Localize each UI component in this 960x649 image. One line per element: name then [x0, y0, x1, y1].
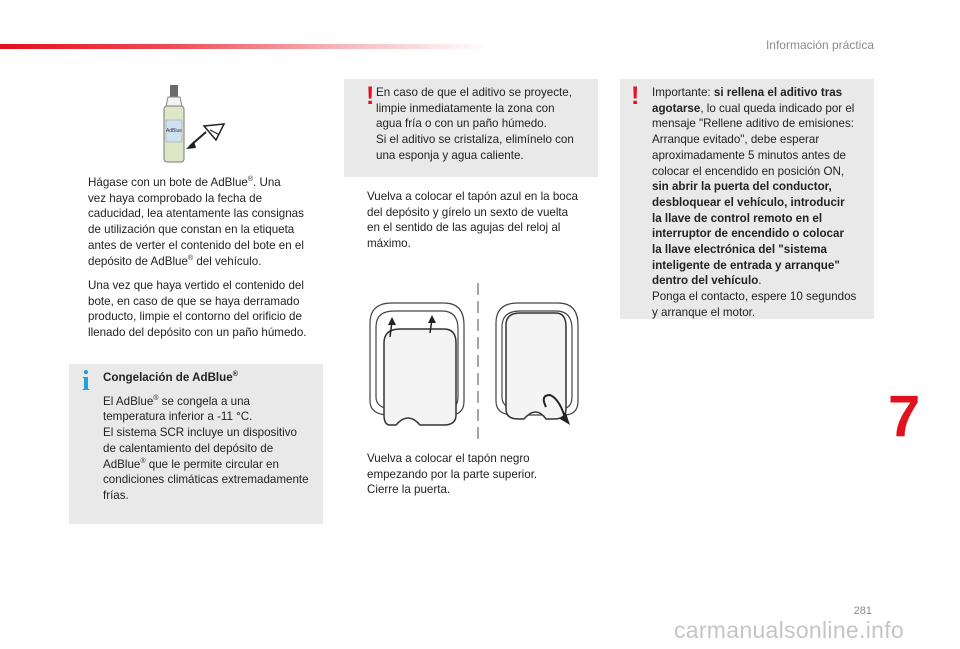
text-line: colocar el encendido en posición ON, [652, 164, 845, 178]
text-line: que le permite circular en [145, 457, 279, 471]
info-box-title: Congelación de AdBlue [103, 371, 233, 384]
text-line: depósito de AdBlue [88, 254, 188, 268]
registered-mark: ® [247, 176, 254, 184]
text-line: empezando por la parte superior. [367, 467, 538, 481]
text-line-bold: dentro del vehículo [652, 274, 759, 288]
bullet-refit-black-cap [349, 451, 594, 482]
text-line-bold: agotarse [652, 101, 701, 115]
bullet-refit-blue-cap [349, 189, 594, 252]
text-line: de calentamiento del depósito de [103, 441, 274, 455]
text-line: en el sentido de las agujas del reloj al [367, 221, 561, 235]
text-line: y arranque el motor. [652, 305, 756, 319]
warning-box-text [358, 82, 596, 164]
text-line: El sistema SCR incluye un dispositivo [103, 426, 297, 440]
text-line: limpie inmediatamente la zona con [376, 101, 555, 115]
text-line: caducidad, lea atentamente las consignas [88, 207, 304, 221]
text-line: . [758, 274, 762, 288]
text-line: Arranque evitado", debe esperar [652, 133, 820, 147]
text-line: condiciones climáticas extremadamente [103, 473, 309, 487]
text-line: Vuelva a colocar el tapón azul en la boca [367, 190, 578, 203]
text-line-bold: interruptor de encendido o colocar [652, 227, 844, 241]
text-line: del depósito y gírelo un sexto de vuelta [367, 205, 569, 219]
text-line: vez haya comprobado la fecha de [88, 191, 263, 205]
text-line: En caso de que el aditivo se proyecte, [376, 86, 572, 99]
text-line: AdBlue [103, 457, 141, 471]
text-line: frías. [103, 488, 129, 502]
section-title: Información práctica [765, 38, 874, 52]
bullet-close-door [349, 482, 594, 498]
page-number: 281 [853, 605, 872, 617]
svg-text:AdBlue: AdBlue [165, 128, 183, 134]
text-line: una esponja y agua caliente. [376, 148, 524, 162]
text-line: aproximadamente 5 minutos antes de [652, 148, 846, 162]
text-line-bold: si rellena el aditivo tras [713, 86, 843, 99]
text-line: producto, limpie el contorno del orificio de [88, 310, 302, 324]
chapter-number: 7 [888, 384, 921, 449]
header-accent-bar [0, 44, 490, 49]
warning-box-text [634, 85, 872, 321]
text-line: mensaje "Rellene aditivo de emisiones: [652, 117, 854, 131]
info-box-text [85, 370, 321, 504]
text-line: máximo. [367, 237, 411, 251]
text-line: del vehículo. [193, 254, 262, 268]
text-line: Una vez que haya vertido el contenido del [88, 279, 304, 292]
text-line: temperatura inferior a -11 °C. [103, 410, 253, 424]
filler-flap-illustration [360, 283, 585, 445]
registered-mark: ® [187, 254, 194, 262]
info-icon: i [82, 366, 90, 397]
text-line: Importante: [652, 86, 714, 99]
text-line: , lo cual queda indicado por el [700, 101, 855, 115]
text-line: Hágase con un bote de AdBlue [88, 176, 248, 189]
text-line: Si el aditivo se cristaliza, elimínelo con [376, 133, 574, 147]
warning-icon: ! [631, 82, 640, 110]
info-box-freezing [69, 364, 323, 524]
warning-icon: ! [366, 82, 375, 110]
bullet-clean-spill [70, 278, 320, 341]
warning-box-spill [344, 79, 598, 177]
text-line: agua fría o con un paño húmedo. [376, 117, 547, 131]
watermark: carmanualsonline.info [673, 617, 904, 643]
text-line-bold: la llave electrónica del "sistema [652, 243, 827, 257]
text-line: El AdBlue [103, 394, 154, 408]
text-line: antes de verter el contenido del bote en el [88, 238, 304, 252]
registered-mark: ® [232, 371, 238, 379]
text-line: Vuelva a colocar el tapón negro [367, 452, 530, 465]
text-line: Cierre la puerta. [367, 483, 451, 496]
bullet-get-adblue-bottle [70, 175, 320, 269]
text-line: se congela a una [158, 394, 250, 408]
adblue-bottle-illustration [160, 82, 232, 166]
text-line-bold: sin abrir la puerta del conductor, [652, 180, 832, 194]
text-line: de utilización que constan en la etiqueta [88, 223, 295, 237]
text-line: . Una [253, 176, 281, 189]
registered-mark: ® [140, 457, 146, 465]
text-line: bote, en caso de que se haya derramado [88, 294, 300, 308]
text-line-bold: la llave de control remoto en el [652, 211, 823, 225]
text-line: llenado del depósito con un paño húmedo. [88, 326, 307, 340]
registered-mark: ® [153, 394, 159, 402]
text-line: Ponga el contacto, espere 10 segundos [652, 290, 857, 304]
text-line-bold: desbloquear el vehículo, introducir [652, 195, 845, 209]
text-line-bold: inteligente de entrada y arranque" [652, 258, 840, 272]
warning-box-important [620, 79, 874, 319]
